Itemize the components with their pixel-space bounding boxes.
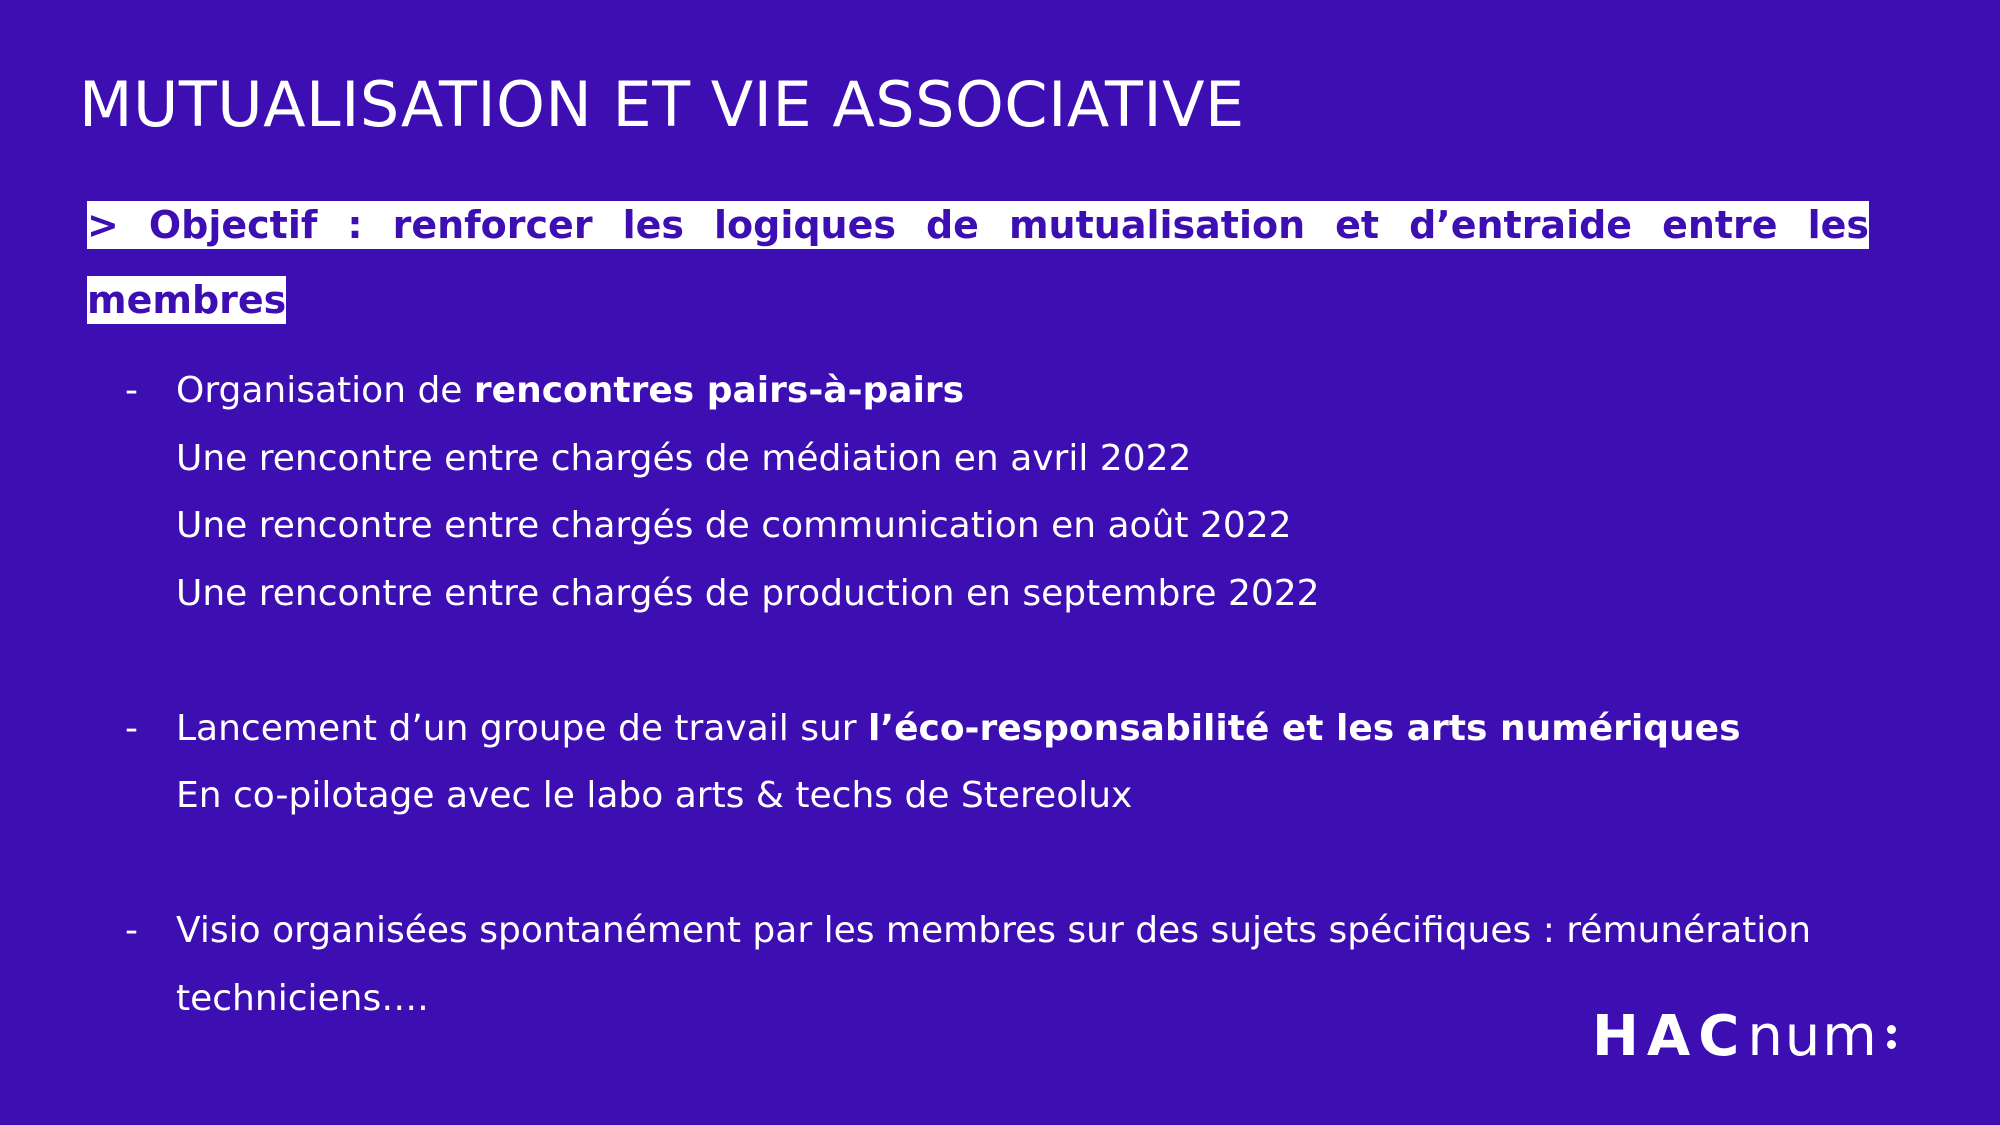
logo-light-text: num <box>1747 1004 1879 1069</box>
bullet-detail: Une rencontre entre chargés de communication en août 2022 <box>176 505 1292 546</box>
hacnum-logo <box>1592 1004 1896 1069</box>
bullet-lead: Lancement d’un groupe de travail sur <box>176 707 869 749</box>
bullet-lead: Organisation de <box>176 370 474 411</box>
bullet-heading <box>176 695 1925 763</box>
bullet-heading: Visio organisées spontanément par les membres sur des sujets spécifiques : rémunération <box>176 910 1812 951</box>
bullet-heading <box>176 357 1925 425</box>
bullet-detail: Une rencontre entre chargés de production en septembre 2022 <box>176 572 1320 614</box>
bullet-bold: l’éco-responsabilité et les arts numériques <box>868 707 1741 749</box>
slide-title: MUTUALISATION ET VIE ASSOCIATIVE <box>79 68 1245 141</box>
bullet-detail: En co-pilotage avec le labo arts & techs de Stereolux <box>176 775 1133 816</box>
bullet-bold: rencontres pairs-à-pairs <box>473 370 965 411</box>
bullet-detail: Une rencontre entre chargés de médiation en avril 2022 <box>176 437 1192 479</box>
logo-colon-icon <box>1887 1025 1896 1049</box>
bullet-dash: - <box>125 707 138 749</box>
bullet-detail: techniciens…. <box>176 977 429 1019</box>
bullet-dash: - <box>125 370 138 411</box>
objective-highlight: > Objectif : renforcer les logiques de mutualisation et d’entraide entre les membres <box>87 203 1869 322</box>
list-item <box>125 695 1925 830</box>
objective-statement <box>87 188 1869 338</box>
bullet-dash: - <box>125 910 138 951</box>
list-item <box>125 357 1925 627</box>
logo-strong-text: HAC <box>1592 1004 1748 1069</box>
bullet-list <box>125 357 1925 1032</box>
